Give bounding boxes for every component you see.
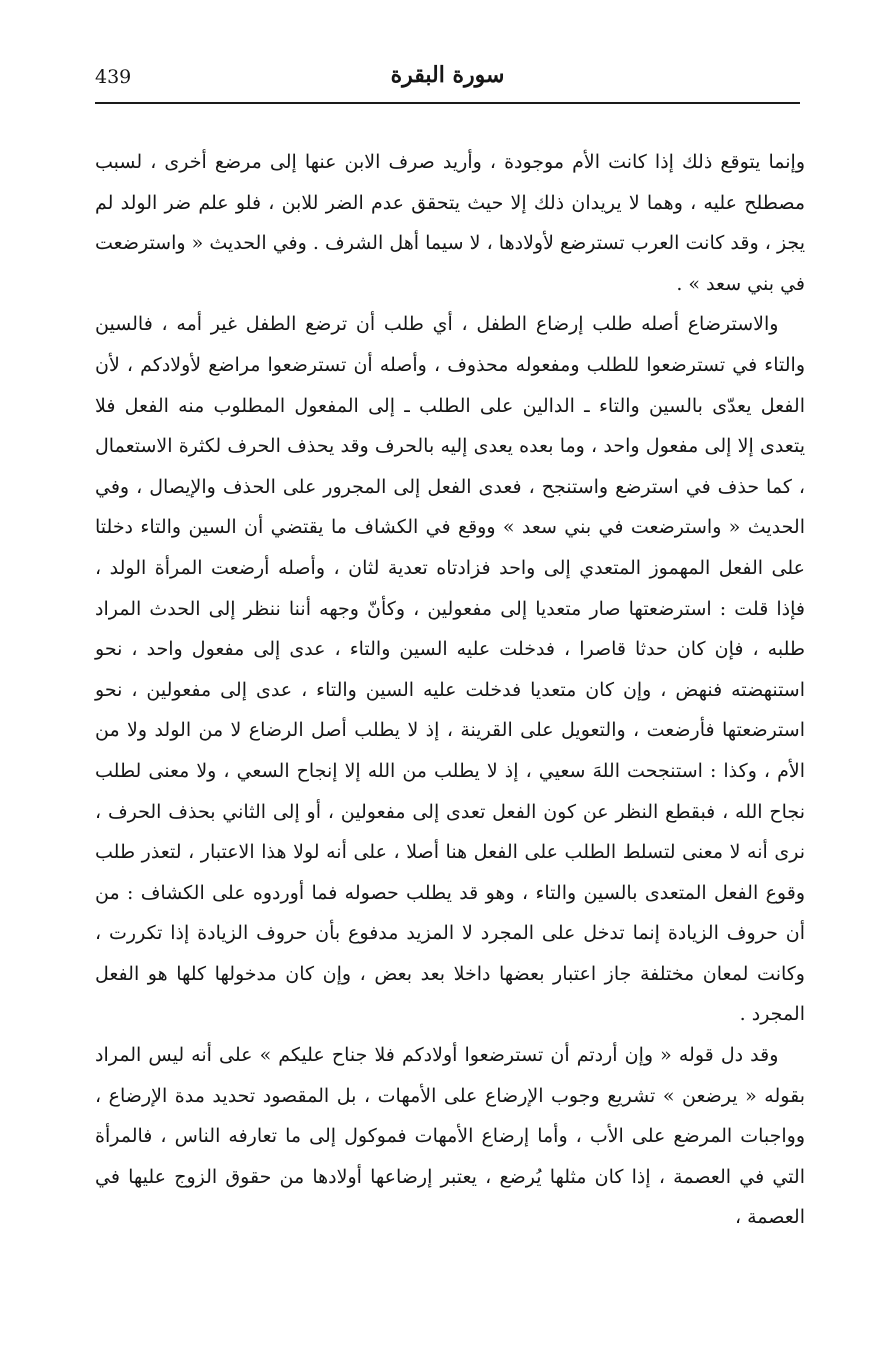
page-header [95, 58, 800, 104]
running-title: سورة البقرة [390, 62, 505, 88]
paragraph: وقد دل قوله « وإن أردتم أن تسترضعوا أولادكم فلا جناح عليكم » على أنه ليس المراد بقوله « يرضعن » تشريع وجوب الإرضاع على الأمهات ، بل المقصود تحديد مدة الإرضاع ، وواجبات المرضع على الأب ، وأما إرضاع الأمهات فموكول إلى ما تعارفه الناس ، فالمرأة التي في العصمة ، إذا كان مثلها يُرضع ، يعتبر إرضاعها أولادها من حقوق الزوج عليها في العصمة ، [95, 1044, 805, 1229]
main-text [95, 142, 805, 1238]
page-number: 439 [95, 66, 132, 88]
paragraph: والاسترضاع أصله طلب إرضاع الطفل ، أي طلب أن ترضع الطفل غير أمه ، فالسين والتاء في تسترضعوا للطلب ومفعوله محذوف ، وأصله أن تسترضعوا مراضع لأولادكم ، لأن الفعل يعدّى بالسين والتاء ـ الدالين على الطلب ـ إلى المفعول المطلوب منه الفعل فلا يتعدى إلا إلى مفعول واحد ، وما بعده يعدى إليه بالحرف وقد يحذف الحرف لكثرة الاستعمال ، كما حذف في استرضع واستنجح ، فعدى الفعل إلى المجرور على الحذف والإيصال ، وفي الحديث « واسترضعت في بني سعد » ووقع في الكشاف ما يقتضي أن السين والتاء دخلتا على الفعل المهموز المتعدي إلى واحد فزادتاه تعدية لثان ، وأصله أرضعت المرأة الولد ، فإذا قلت : استرضعتها صار متعديا إلى مفعولين ، وكأنّ وجهه أننا ننظر إلى الحدث المراد طلبه ، فإن كان حدثا قاصرا ، فدخلت عليه السين والتاء ، عدى إلى مفعول واحد ، نحو استنهضته فنهض ، وإن كان متعديا فدخلت عليه السين والتاء ، عدى إلى مفعولين ، نحو استرضعتها فأرضعت ، والتعويل على القرينة ، إذ لا يطلب أصل الرضاع لا من الولد ولا من الأم ، وكذا : استنجحت اللهَ سعيي ، إذ لا يطلب من الله إلا إنجاح السعي ، ولا معنى لطلب نجاح الله ، فبقطع النظر عن كون الفعل تعدى إلى مفعولين ، أو إلى الثاني بحذف الحرف ، نرى أنه لا معنى لتسلط الطلب على الفعل هنا أصلا ، على أنه لولا هذا الاعتبار ، لتعذر طلب وقوع الفعل المتعدى بالسين والتاء ، وهو قد يطلب حصوله فما أوردوه على الكشاف : من أن حروف الزيادة إنما تدخل على المجرد لا المزيد مدفوع بأن حروف الزيادة إذا تكررت ، وكانت لمعان مختلفة جاز اعتبار بعضها داخلا بعد بعض ، وإن كان مدخولها كلها هو الفعل المجرد . [95, 313, 805, 1026]
paragraph: وإنما يتوقع ذلك إذا كانت الأم موجودة ، وأريد صرف الابن عنها إلى مرضع أخرى ، لسبب مصطلح عليه ، وهما لا يريدان ذلك إلا حيث يتحقق عدم الضر للابن ، فلو علم ضر الولد لم يجز ، وقد كانت العرب تسترضع لأولادها ، لا سيما أهل الشرف . وفي الحديث « واسترضعت في بني سعد » . [95, 151, 805, 295]
